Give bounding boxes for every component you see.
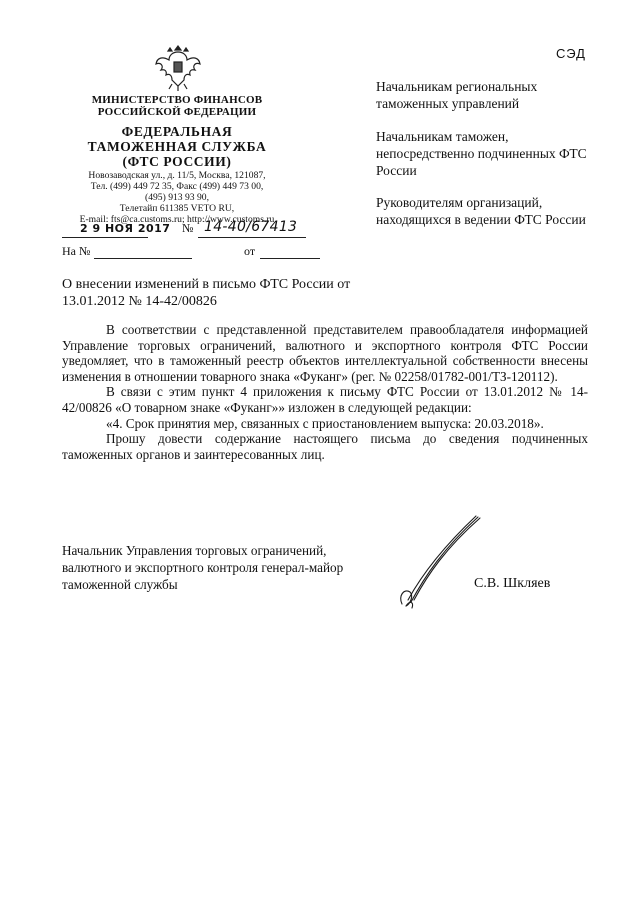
address-line: (495) 913 93 90, [145,192,209,203]
letter-body [62,322,588,462]
contact-address [62,170,292,225]
addressee-1: Начальникам региональных таможенных управлений [376,79,538,111]
date-underline [62,237,148,238]
addressee-3: Руководителям организаций, находящихся в ведении ФТС России [376,195,586,227]
registration-number: 14-40/67413 [204,219,298,235]
service-line-3: (ФТС РОССИИ) [122,154,232,169]
letter-subject: О внесении изменений в письмо ФТС России от 13.01.2012 № 14-42/00826 [62,277,351,309]
service-line-1: ФЕДЕРАЛЬНАЯ [121,124,233,139]
date-stamp: 2 9 НОЯ 2017 [80,222,171,235]
body-paragraph: В соответствии с представленной представителем правообладателя информацией Управление торговых ограничений, валютного и экспортного контроля ФТС России уведомляет, что в таможенный реестр объектов интеллектуальной собственности внесены изменения в отношении товарного знака «Фуканг» (рег. № 02258/01782-001/ТЗ-120112). [62,322,588,384]
address-line: Тел. (499) 449 72 35, Факс (499) 449 73 00, [90,181,264,192]
service-name [62,124,292,169]
number-label: № [182,221,194,235]
address-line: Новозаводская ул., д. 11/5, Москва, 121087, [88,170,266,181]
body-paragraph: «4. Срок принятия мер, связанных с приостановлением выпуска: 20.03.2018». [106,415,544,431]
signer-position: Начальник Управления торговых ограничений, валютного и экспортного контроля генерал-майор таможенной службы [62,543,344,592]
body-paragraph: Прошу довести содержание настоящего письма до сведения подчиненных таможенных органов и заинтересованных лиц. [62,431,588,462]
reference-from-underline [260,258,320,259]
signer-name: С.В. Шкляев [474,576,551,591]
ministry-line-1: МИНИСТЕРСТВО ФИНАНСОВ [91,94,263,106]
ministry-line-2: РОССИЙСКОЙ ФЕДЕРАЦИИ [97,106,257,118]
addressee-2: Начальникам таможен, непосредственно подчиненных ФТС России [376,129,587,178]
reference-label: На № [62,244,91,258]
service-line-2: ТАМОЖЕННАЯ СЛУЖБА [87,139,267,154]
reference-line [62,244,312,264]
reference-from-label: от [244,244,256,258]
number-underline [198,237,306,238]
signature-icon [380,508,490,610]
coat-of-arms-icon [152,40,204,92]
ministry-name [62,94,292,118]
address-line: Телетайп 611385 VETO RU, [119,203,235,214]
reference-underline [94,258,192,259]
body-paragraph: В связи с этим пункт 4 приложения к письму ФТС России от 13.01.2012 № 14-42/00826 «О товарном знаке «Фуканг»» изложен в следующей редакции: [62,384,588,415]
sed-mark: СЭД [556,46,586,61]
address-line: E-mail: fts@ca.customs.ru; http://www.customs.ru [79,214,275,225]
